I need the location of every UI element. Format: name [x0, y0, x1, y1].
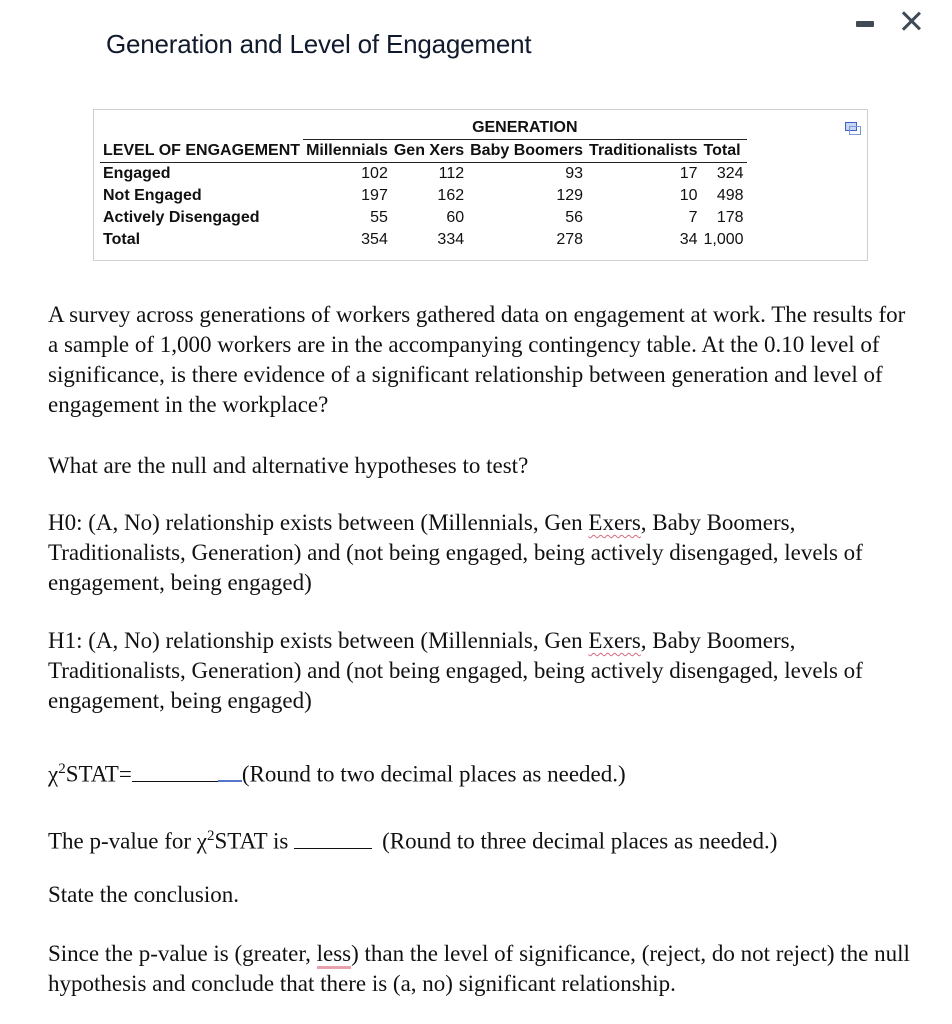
- h0-choice-a-no[interactable]: (A, No): [88, 510, 160, 535]
- col-header: Traditionalists: [586, 140, 700, 163]
- close-icon[interactable]: [900, 10, 922, 32]
- p-value-line: The p-value for $\chi^2STAT$ is (Round to three decimal places as needed.): [48, 821, 777, 857]
- popout-window-icon[interactable]: [845, 122, 859, 134]
- choice-a-no[interactable]: (a, no): [392, 971, 453, 996]
- p-value-hint: (Round to three decimal places as needed.): [382, 828, 778, 854]
- p-value-input[interactable]: [294, 826, 372, 849]
- dialog-title: Generation and Level of Engagement: [106, 29, 532, 59]
- table-row: Actively Disengaged 55 60 56 7 178: [103, 209, 744, 226]
- alternative-hypothesis: H1: (A, No) relationship exists between (Millennials, Gen Exers, Baby Boomers, Traditionalists, Generation) and (not being engaged, being actively disengaged, levels of engagement, being engaged): [48, 628, 863, 713]
- table-row: Engaged 102 112 93 17 324: [103, 165, 744, 182]
- col-header: Total: [701, 140, 747, 163]
- choice-reject[interactable]: (reject, do not reject): [641, 941, 835, 966]
- conclusion-text: Since the p-value is (greater, less) than the level of significance, (reject, do not reject) the null hypothesis and conclude that there is (a, no) significant relationship.: [48, 941, 910, 996]
- contingency-table-panel: [93, 109, 868, 261]
- h1-choice-engagement[interactable]: (not being engaged, being actively disengaged, levels of engagement, being engaged): [48, 658, 863, 713]
- chi-stat-hint: (Round to two decimal places as needed.): [241, 761, 626, 787]
- h1-choice-generation[interactable]: (Millennials, Gen Exers, Baby Boomers, Traditionalists, Generation): [48, 628, 796, 683]
- choice-greater-less[interactable]: (greater, less): [235, 941, 359, 969]
- table-row: Not Engaged 197 162 129 10 498: [103, 187, 744, 204]
- table-row: Total 354 334 278 34 1,000: [103, 231, 744, 248]
- row-header: LEVEL OF ENGAGEMENT: [100, 140, 303, 163]
- chi-stat-line: $\chi^2STAT=$ (Round to two decimal places as needed.): [48, 754, 626, 790]
- contingency-table: [100, 117, 747, 251]
- generation-group-header: GENERATION: [303, 117, 747, 140]
- null-hypothesis: H0: (A, No) relationship exists between (Millennials, Gen Exers, Baby Boomers, Traditionalists, Generation) and (not being engaged, being actively disengaged, levels of engagement, being engaged): [48, 510, 863, 595]
- chi-stat-input[interactable]: [132, 759, 218, 782]
- hypotheses-prompt: What are the null and alternative hypotheses to test?: [48, 453, 529, 478]
- h0-choice-engagement[interactable]: (not being engaged, being actively disengaged, levels of engagement, being engaged): [48, 540, 863, 595]
- question-intro: A survey across generations of workers gathered data on engagement at work. The results for a sample of 1,000 workers are in the accompanying contingency table. At the 0.10 level of significance, is there evidence of a significant relationship between generation and level of engagement in the workplace?: [48, 302, 906, 417]
- minimize-icon[interactable]: [856, 21, 874, 27]
- window-controls: [856, 10, 922, 32]
- col-header: Millennials: [303, 140, 391, 163]
- col-header: Gen Xers: [391, 140, 467, 163]
- h0-choice-generation[interactable]: (Millennials, Gen Exers, Baby Boomers, Traditionalists, Generation): [48, 510, 796, 565]
- col-header: Baby Boomers: [467, 140, 586, 163]
- state-conclusion-prompt: State the conclusion.: [48, 882, 239, 907]
- h1-choice-a-no[interactable]: (A, No): [88, 628, 160, 653]
